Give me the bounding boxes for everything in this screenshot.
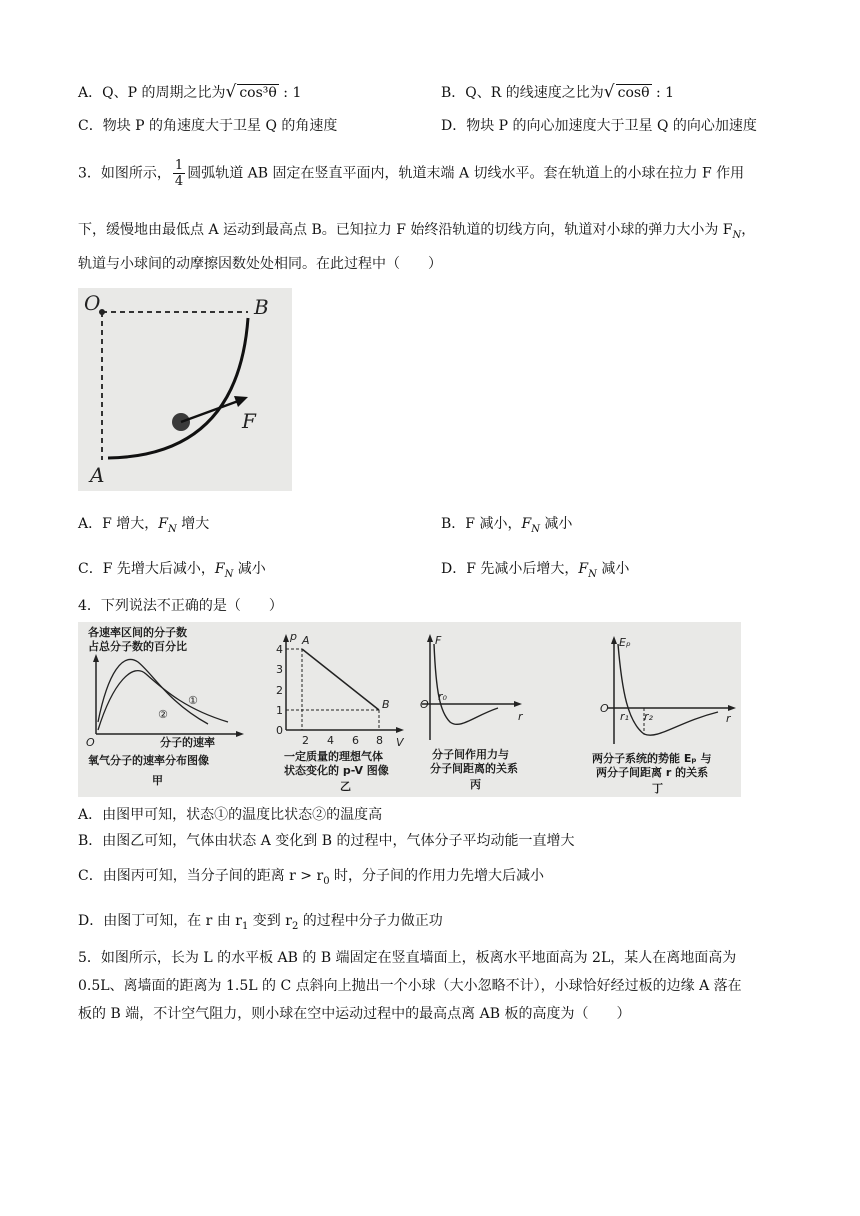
q4-four-graphs-figure [78, 622, 741, 797]
svg-text:甲: 甲 [152, 774, 163, 787]
svg-text:各速率区间的分子数: 各速率区间的分子数 [88, 626, 187, 639]
svg-text:B: B [382, 698, 390, 711]
q4-stem: 4．下列说法不正确的是（ ） [78, 598, 283, 614]
svg-text:r₂: r₂ [644, 710, 653, 723]
svg-text:r: r [726, 712, 731, 725]
svg-text:r₀: r₀ [438, 690, 447, 703]
svg-text:r: r [518, 710, 523, 723]
svg-text:氧气分子的速率分布图像: 氧气分子的速率分布图像 [88, 754, 209, 767]
label-b: B [254, 295, 269, 319]
svg-text:8: 8 [376, 734, 383, 747]
q3-option-a: A．F 增大，$F_N$ 增大 [78, 516, 210, 535]
label-a: A [90, 463, 105, 487]
svg-text:O: O [420, 698, 429, 711]
q2-option-c: C．物块 P 的角速度大于卫星 Q 的角速度 [78, 118, 338, 134]
q5-stem-line3: 板的 B 端，不计空气阻力，则小球在空中运动过程中的最高点离 AB 板的高度为（ ） [78, 1006, 631, 1022]
q2-option-b: B．Q、R 的线速度之比为√ cosθ : 1 [441, 82, 675, 102]
label-o: O [84, 291, 101, 315]
svg-text:占总分子数的百分比: 占总分子数的百分比 [88, 640, 187, 653]
svg-text:丁: 丁 [652, 782, 663, 795]
svg-text:4: 4 [327, 734, 334, 747]
svg-text:O: O [86, 736, 95, 749]
svg-text:一定质量的理想气体: 一定质量的理想气体 [284, 750, 383, 763]
svg-text:状态变化的 p-V 图像: 状态变化的 p-V 图像 [284, 764, 389, 777]
graph-yi [276, 630, 405, 793]
q3-option-b: B．F 减小，$F_N$ 减小 [441, 516, 573, 535]
svg-text:Eₚ: Eₚ [619, 636, 631, 649]
q3-stem-line1: 3．如图所示， $\frac{1}{4}$ 圆弧轨道 AB 固定在竖直平面内，轨道末端 A 切线水平。套在轨道上的小球在拉力 F 作用 [78, 158, 745, 189]
q4-option-d: D．由图丁可知，在 r 由 $r_1$ 变到 $r_2$ 的过程中分子力做正功 [78, 913, 443, 932]
svg-text:r₁: r₁ [620, 710, 629, 723]
q3-option-c: C．F 先增大后减小，$F_N$ 减小 [78, 561, 266, 580]
svg-text:1: 1 [276, 704, 283, 717]
graph-jia [86, 625, 244, 787]
svg-text:F: F [435, 634, 442, 647]
svg-text:两分子系统的势能 Eₚ 与: 两分子系统的势能 Eₚ 与 [592, 752, 712, 765]
svg-text:4: 4 [276, 643, 283, 656]
svg-text:乙: 乙 [340, 780, 351, 793]
svg-text:2: 2 [302, 734, 309, 747]
svg-text:0: 0 [276, 724, 283, 737]
q5-stem-line2: 0.5L、离墙面的距离为 1.5L 的 C 点斜向上抛出一个小球（大小忽略不计），小球恰好经过板的边缘 A 落在 [78, 978, 742, 994]
svg-text:丙: 丙 [470, 778, 481, 791]
q2-option-a: A．Q、P 的周期之比为√ cos³θ : 1 [78, 82, 302, 102]
svg-text:分子间距离的关系: 分子间距离的关系 [430, 762, 518, 775]
svg-text:两分子间距离 r 的关系: 两分子间距离 r 的关系 [596, 766, 709, 779]
q3-arc-track-figure [78, 288, 292, 491]
svg-text:②: ② [158, 708, 168, 721]
q3-option-d: D．F 先减小后增大，$F_N$ 减小 [441, 561, 630, 580]
svg-text:2: 2 [276, 684, 283, 697]
q4-option-b: B．由图乙可知，气体由状态 A 变化到 B 的过程中，气体分子平均动能一直增大 [78, 833, 575, 849]
svg-text:6: 6 [352, 734, 359, 747]
quarter-fraction: $\frac{1}{4}$ [174, 158, 184, 189]
svg-text:O: O [600, 702, 609, 715]
svg-text:A: A [302, 634, 310, 647]
label-f: F [242, 409, 256, 433]
svg-text:V: V [396, 736, 404, 749]
svg-text:①: ① [188, 694, 198, 707]
q5-stem-line1: 5．如图所示，长为 L 的水平板 AB 的 B 端固定在竖直墙面上，板离水平地面高为 2L，某人在离地面高为 [78, 950, 737, 966]
svg-text:分子间作用力与: 分子间作用力与 [432, 748, 509, 761]
q3-stem-line3: 轨道与小球间的动摩擦因数处处相同。在此过程中（ ） [78, 256, 442, 272]
svg-text:3: 3 [276, 663, 283, 676]
q2-option-d: D．物块 P 的向心加速度大于卫星 Q 的向心加速度 [441, 118, 757, 134]
q3-stem-line2: 下，缓慢地由最低点 A 运动到最高点 B。已知拉力 F 始终沿轨道的切线方向，轨道对小球的弹力大小为 $F_N$， [78, 222, 756, 241]
q4-option-a: A．由图甲可知，状态①的温度比状态②的温度高 [78, 807, 383, 823]
svg-text:分子的速率: 分子的速率 [160, 736, 215, 749]
graph-ding [592, 636, 736, 795]
q4-option-c: C．由图丙可知，当分子间的距离 $r > r_0$ 时，分子间的作用力先增大后减小 [78, 868, 545, 887]
svg-text:p: p [290, 630, 297, 643]
graph-bing [420, 634, 524, 791]
